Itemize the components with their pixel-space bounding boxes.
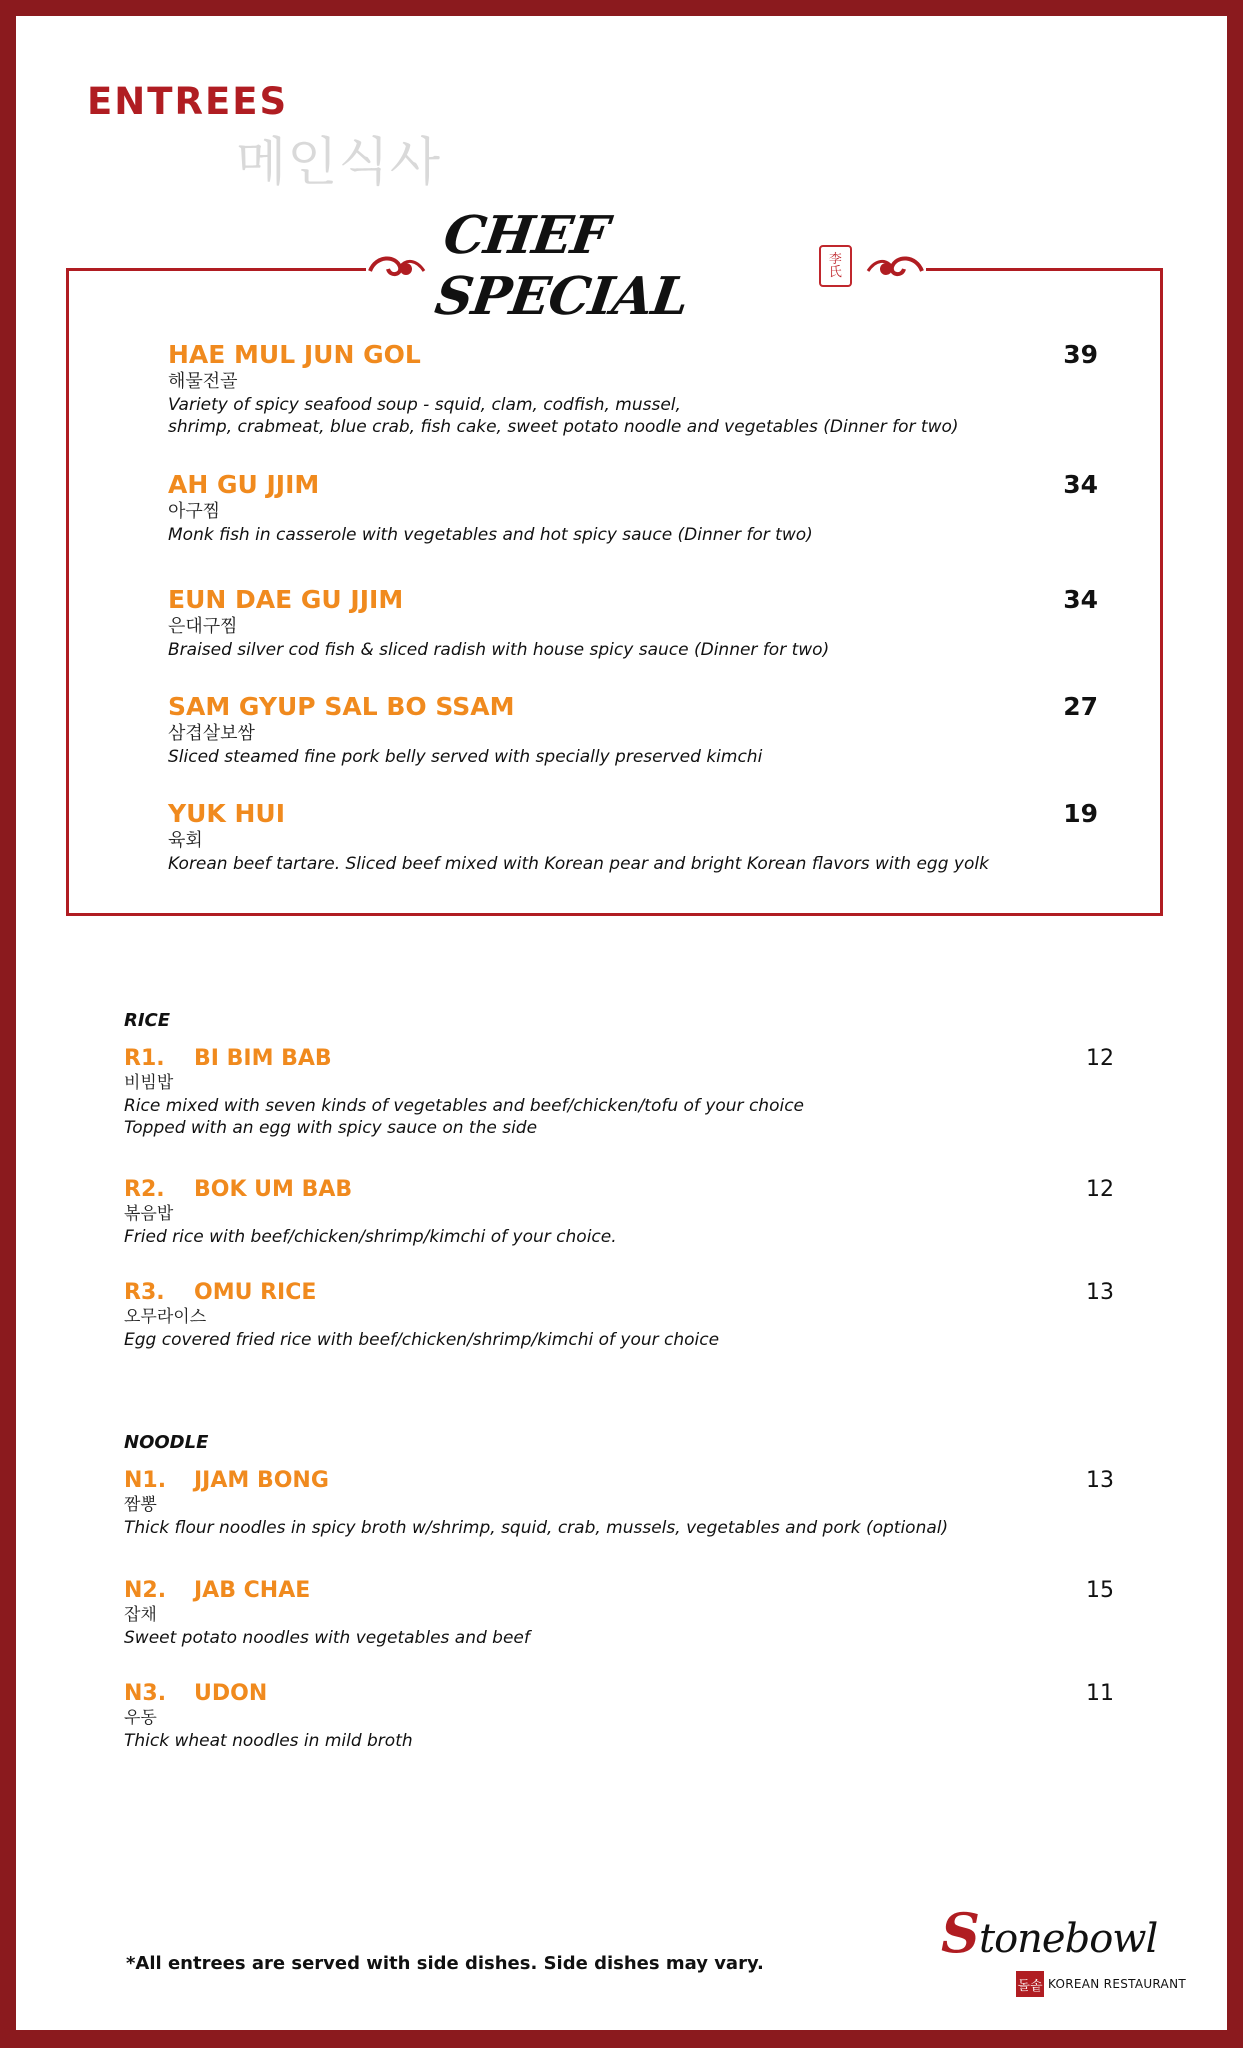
item-description: Braised silver cod fish & sliced radish with house spicy sauce (Dinner for two)	[168, 640, 830, 660]
item-korean-name: 비빔밥	[124, 1073, 174, 1093]
logo-initial: S	[941, 1901, 979, 1965]
item-korean-name: 아구찜	[168, 501, 221, 522]
item-name: EUN DAE GU JJIM	[168, 585, 404, 614]
item-description: Monk fish in casserole with vegetables and hot spicy sauce (Dinner for two)	[168, 525, 813, 545]
stonebowl-logo	[931, 1901, 1191, 2016]
item-price: 34	[1063, 470, 1098, 499]
item-description: Fried rice with beef/chicken/shrimp/kimchi of your choice.	[124, 1227, 617, 1247]
menu-item-n2	[124, 1578, 1114, 1649]
page-title: ENTREES	[87, 80, 289, 123]
item-code: R3.	[124, 1280, 165, 1305]
item-korean-name: 오무라이스	[124, 1307, 207, 1327]
item-name: HAE MUL JUN GOL	[168, 340, 421, 369]
section-title-rice: RICE	[124, 1010, 171, 1031]
item-description: Thick flour noodles in spicy broth w/shrimp, squid, crab, mussels, vegetables and pork (optional)	[124, 1518, 949, 1538]
item-price: 19	[1063, 799, 1098, 828]
menu-item-r1	[124, 1046, 1114, 1139]
item-name: BI BIM BAB	[194, 1046, 332, 1071]
item-description: Variety of spicy seafood soup - squid, clam, codfish, mussel,	[168, 395, 681, 415]
item-korean-name: 은대구찜	[168, 616, 238, 637]
item-description-line2: Topped with an egg with spicy sauce on the side	[124, 1118, 538, 1138]
item-name: BOK UM BAB	[194, 1177, 353, 1202]
item-description: Egg covered fried rice with beef/chicken/shrimp/kimchi of your choice	[124, 1330, 720, 1350]
item-korean-name: 해물전골	[168, 371, 238, 392]
logo-wordmark-rest: tonebowl	[979, 1916, 1158, 1962]
item-code: N1.	[124, 1468, 167, 1493]
red-seal-stamp: 李氏	[819, 245, 852, 287]
item-description: Sweet potato noodles with vegetables and beef	[124, 1628, 530, 1648]
item-description: Sliced steamed fine pork belly served with specially preserved kimchi	[168, 747, 763, 767]
special-item-yuk-hui	[168, 799, 1098, 875]
item-price: 13	[1086, 1280, 1114, 1305]
item-korean-name: 삼겹살보쌈	[168, 723, 255, 744]
logo-wordmark	[941, 1901, 1157, 1965]
menu-item-n1	[124, 1468, 1114, 1539]
chef-special-title: CHEF SPECIAL	[431, 205, 692, 327]
page-title-korean: 메인식사	[236, 133, 441, 193]
item-korean-name: 우동	[124, 1708, 157, 1728]
special-item-ah-gu-jjim	[168, 470, 1098, 546]
item-description-line2: shrimp, crabmeat, blue crab, fish cake, sweet potato noodle and vegetables (Dinner for two)	[168, 417, 959, 437]
item-name: OMU RICE	[194, 1280, 317, 1305]
item-price: 11	[1086, 1681, 1114, 1706]
item-name: SAM GYUP SAL BO SSAM	[168, 692, 515, 721]
menu-item-n3	[124, 1681, 1114, 1752]
item-price: 34	[1063, 585, 1098, 614]
special-item-sam-gyup-sal-bo-ssam	[168, 692, 1098, 768]
item-name: JJAM BONG	[194, 1468, 329, 1493]
menu-item-r2	[124, 1177, 1114, 1248]
item-name: AH GU JJIM	[168, 470, 320, 499]
item-code: R2.	[124, 1177, 165, 1202]
item-korean-name: 잡채	[124, 1605, 157, 1625]
item-price: 15	[1086, 1578, 1114, 1603]
item-price: 27	[1063, 692, 1098, 721]
logo-subtitle: KOREAN RESTAURANT	[1048, 1977, 1186, 1991]
item-name: JAB CHAE	[194, 1578, 311, 1603]
special-item-eun-dae-gu-jjim	[168, 585, 1098, 661]
swirl-right-icon	[866, 249, 926, 283]
item-korean-name: 육회	[168, 830, 203, 851]
logo-badge: 돌솥	[1016, 1971, 1044, 1997]
item-korean-name: 볶음밥	[124, 1204, 174, 1224]
item-description: Rice mixed with seven kinds of vegetables and beef/chicken/tofu of your choice	[124, 1096, 804, 1116]
menu-item-r3	[124, 1280, 1114, 1351]
item-code: N2.	[124, 1578, 167, 1603]
item-code: R1.	[124, 1046, 165, 1071]
item-name: YUK HUI	[168, 799, 286, 828]
item-code: N3.	[124, 1681, 167, 1706]
swirl-left-icon	[366, 249, 426, 283]
side-dish-footnote: *All entrees are served with side dishes. Side dishes may vary.	[126, 1953, 764, 1974]
item-price: 13	[1086, 1468, 1114, 1493]
item-description: Thick wheat noodles in mild broth	[124, 1731, 413, 1751]
item-price: 39	[1063, 340, 1098, 369]
item-name: UDON	[194, 1681, 268, 1706]
menu-page	[16, 16, 1227, 2030]
special-item-hae-mul-jun-gol	[168, 340, 1098, 438]
item-korean-name: 짬뽕	[124, 1495, 157, 1515]
section-title-noodle: NOODLE	[124, 1432, 209, 1453]
item-price: 12	[1086, 1177, 1114, 1202]
chef-special-header	[366, 205, 926, 327]
item-price: 12	[1086, 1046, 1114, 1071]
item-description: Korean beef tartare. Sliced beef mixed with Korean pear and bright Korean flavors with egg yolk	[168, 854, 989, 874]
